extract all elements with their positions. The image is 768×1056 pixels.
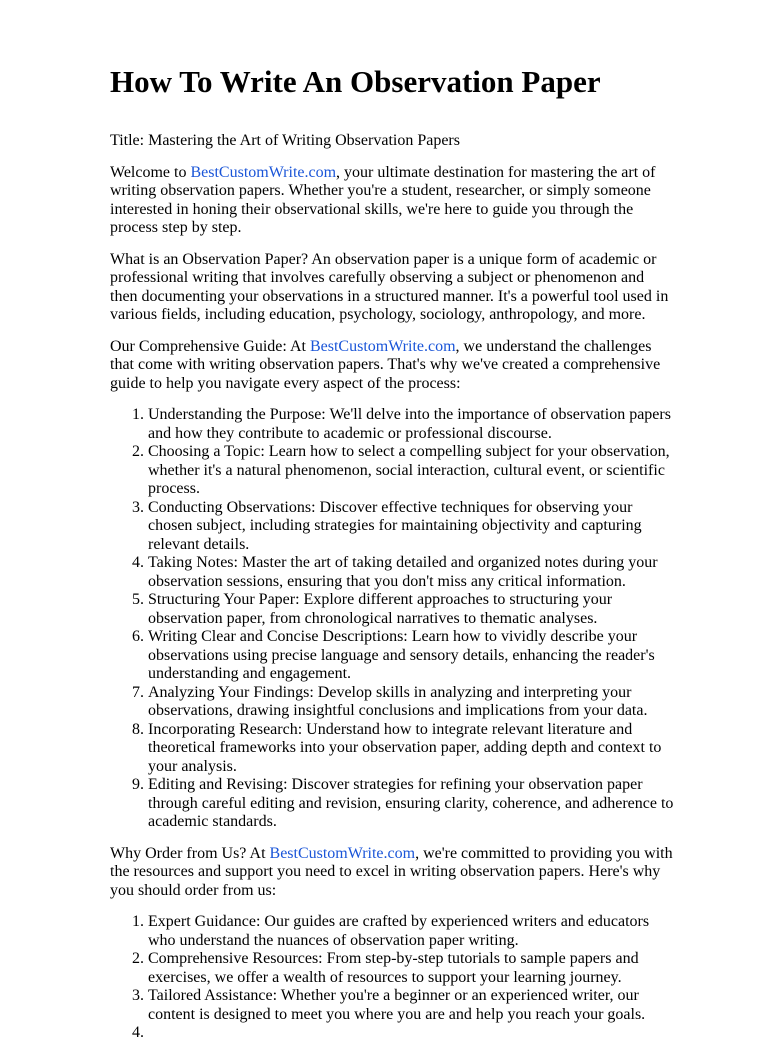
list-item: 8. Incorporating Research: Understand how to integrate relevant literature and theoretical frameworks into your observation paper, adding depth and context to your analysis. [148, 721, 675, 777]
list-item: 1. Understanding the Purpose: We'll delve into the importance of observation papers and how they contribute to academic or professional discourse. [148, 406, 675, 443]
why-list [110, 913, 675, 1043]
list-item: 1. Expert Guidance: Our guides are crafted by experienced writers and educators who understand the nuances of observation paper writing. [148, 913, 675, 950]
list-item: 9. Editing and Revising: Discover strategies for refining your observation paper through careful editing and revision, ensuring clarity, coherence, and adherence to academic standards. [148, 776, 675, 832]
guide-after: , we understand the challenges that come with writing observation papers. That's why we've created a comprehensive guide to help you navigate every aspect of the process: [110, 337, 661, 392]
site-link[interactable]: BestCustomWrite.com [309, 337, 456, 355]
list-item [148, 1024, 675, 1043]
list-item: 2. Choosing a Topic: Learn how to select a compelling subject for your observation, whether it's a natural phenomenon, social interaction, cultural event, or scientific process. [148, 443, 675, 499]
site-link[interactable]: BestCustomWrite.com [269, 844, 416, 862]
why-before: Why Order from Us? At [110, 844, 270, 862]
intro-paragraph [110, 164, 675, 238]
intro-after: , your ultimate destination for mastering the art of writing observation papers. Whether you're a student, researcher, or simply someone interested in honing their observational skills, we're here to guide you through the process step by step. [110, 163, 656, 236]
list-item: 3. Tailored Assistance: Whether you're a beginner or an experienced writer, our content is designed to meet you where you are and help you reach your goals. [148, 987, 675, 1024]
list-item: 3. Conducting Observations: Discover effective techniques for observing your chosen subject, including strategies for maintaining objectivity and capturing relevant details. [148, 499, 675, 555]
list-item: 2. Comprehensive Resources: From step-by-step tutorials to sample papers and exercises, we offer a wealth of resources to support your learning journey. [148, 950, 675, 987]
site-link[interactable]: BestCustomWrite.com [190, 163, 337, 181]
why-paragraph [110, 845, 675, 901]
list-item: 7. Analyzing Your Findings: Develop skills in analyzing and interpreting your observations, drawing insightful conclusions and implications from your data. [148, 684, 675, 721]
guide-before: Our Comprehensive Guide: At [110, 337, 310, 355]
list-item: 6. Writing Clear and Concise Descriptions: Learn how to vividly describe your observations using precise language and sensory details, enhancing the reader's understanding and engagement. [148, 628, 675, 684]
what-is-paragraph: What is an Observation Paper? An observation paper is a unique form of academic or professional writing that involves carefully observing a subject or phenomenon and then documenting your observations in a structured manner. It's a powerful tool used in various fields, including education, psychology, sociology, anthropology, and more. [110, 250, 669, 323]
list-item: 5. Structuring Your Paper: Explore different approaches to structuring your observation paper, from chronological narratives to thematic analyses. [148, 591, 675, 628]
page-title: How To Write An Observation Paper [110, 64, 601, 99]
subtitle: Title: Mastering the Art of Writing Observation Papers [110, 132, 460, 149]
list-item: 4. Taking Notes: Master the art of taking detailed and organized notes during your observation sessions, ensuring that you don't miss any critical information. [148, 554, 675, 591]
document-page [110, 62, 675, 1056]
guide-paragraph [110, 338, 675, 394]
guide-list [110, 406, 675, 832]
why-after: , we're committed to providing you with the resources and support you need to excel in writing observation papers. Here's why you should order from us: [110, 844, 673, 899]
intro-before: Welcome to [110, 163, 191, 181]
